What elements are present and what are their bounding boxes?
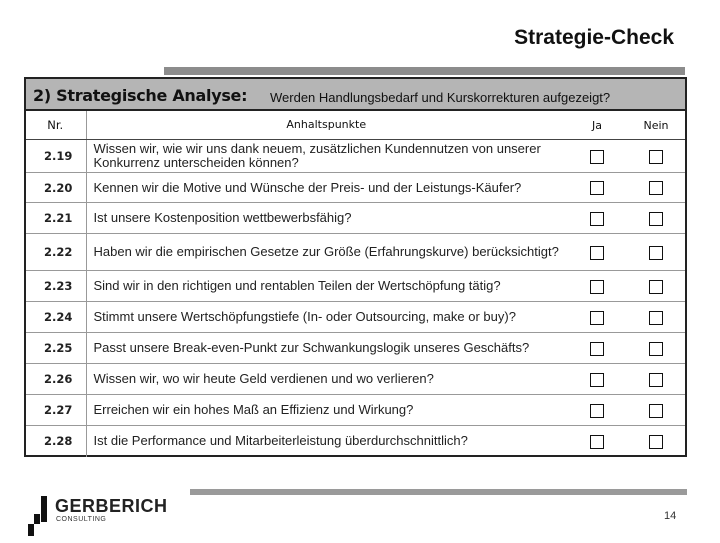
row-number: 2.27 — [26, 395, 86, 426]
table-row — [26, 395, 685, 426]
check-table-frame — [24, 77, 687, 457]
yes-checkbox[interactable] — [590, 373, 604, 387]
yes-checkbox[interactable] — [590, 435, 604, 449]
yes-cell — [567, 140, 627, 173]
no-cell — [627, 333, 685, 364]
page-title: Strategie-Check — [514, 26, 674, 49]
section-heading: 2) Strategische Analyse: — [33, 86, 248, 105]
page-number: 14 — [664, 510, 677, 522]
row-number: 2.20 — [26, 173, 86, 203]
yes-cell — [567, 234, 627, 271]
yes-checkbox[interactable] — [590, 311, 604, 325]
row-number: 2.25 — [26, 333, 86, 364]
row-text: Wissen wir, wie wir uns dank neuem, zusätzlichen Kundennutzen von unserer Konkurrenz unterscheiden können? — [93, 141, 541, 170]
yes-checkbox[interactable] — [590, 181, 604, 195]
row-number: 2.19 — [26, 140, 86, 173]
row-text: Sind wir in den richtigen und rentablen Teilen der Wertschöpfung tätig? — [86, 271, 567, 302]
no-cell — [627, 271, 685, 302]
no-checkbox[interactable] — [649, 435, 663, 449]
no-cell — [627, 426, 685, 457]
row-number: 2.28 — [26, 426, 86, 457]
row-number: 2.23 — [26, 271, 86, 302]
row-number: 2.26 — [26, 364, 86, 395]
row-text: Passt unsere Break-even-Punkt zur Schwankungslogik unseres Geschäfts? — [86, 333, 567, 364]
row-text: Stimmt unsere Wertschöpfungstiefe (In- oder Outsourcing, make or buy)? — [86, 302, 567, 333]
yes-checkbox[interactable] — [590, 212, 604, 226]
no-checkbox[interactable] — [649, 404, 663, 418]
no-checkbox[interactable] — [649, 280, 663, 294]
row-number: 2.24 — [26, 302, 86, 333]
table-row — [26, 271, 685, 302]
table-row — [26, 173, 685, 203]
row-text: Wissen wir, wo wir heute Geld verdienen und wo verlieren? — [86, 364, 567, 395]
no-cell — [627, 302, 685, 333]
row-number: 2.22 — [26, 234, 86, 271]
table-header-row — [26, 111, 685, 140]
col-header-no: Nein — [627, 111, 685, 140]
no-checkbox[interactable] — [649, 246, 663, 260]
no-cell — [627, 364, 685, 395]
yes-cell — [567, 364, 627, 395]
yes-checkbox[interactable] — [590, 342, 604, 356]
logo-tagline: CONSULTING — [56, 516, 107, 523]
yes-checkbox[interactable] — [590, 150, 604, 164]
yes-checkbox[interactable] — [590, 404, 604, 418]
yes-cell — [567, 395, 627, 426]
company-logo — [25, 494, 168, 538]
no-checkbox[interactable] — [649, 181, 663, 195]
logo-mark-icon — [25, 494, 55, 538]
yes-cell — [567, 173, 627, 203]
yes-checkbox[interactable] — [590, 246, 604, 260]
table-row — [26, 333, 685, 364]
no-cell — [627, 395, 685, 426]
no-cell — [627, 234, 685, 271]
yes-cell — [567, 426, 627, 457]
row-text: Ist die Performance und Mitarbeiterleistung überdurchschnittlich? — [86, 426, 567, 457]
row-text: Erreichen wir ein hohes Maß an Effizienz und Wirkung? — [86, 395, 567, 426]
row-text: Haben wir die empirischen Gesetze zur Größe (Erfahrungskurve) berücksichtigt? — [86, 234, 567, 271]
no-cell — [627, 203, 685, 234]
footer-accent-bar — [190, 489, 687, 495]
col-header-yes: Ja — [567, 111, 627, 140]
table-row — [26, 302, 685, 333]
no-cell — [627, 173, 685, 203]
col-header-nr: Nr. — [26, 111, 86, 140]
yes-checkbox[interactable] — [590, 280, 604, 294]
yes-cell — [567, 271, 627, 302]
no-checkbox[interactable] — [649, 212, 663, 226]
yes-cell — [567, 302, 627, 333]
table-row — [26, 426, 685, 457]
checklist-table — [26, 111, 685, 457]
section-header — [26, 79, 685, 111]
no-checkbox[interactable] — [649, 342, 663, 356]
row-number: 2.21 — [26, 203, 86, 234]
table-row — [26, 203, 685, 234]
row-text: Kennen wir die Motive und Wünsche der Preis- und der Leistungs-Käufer? — [86, 173, 567, 203]
yes-cell — [567, 333, 627, 364]
no-checkbox[interactable] — [649, 373, 663, 387]
table-row — [26, 364, 685, 395]
col-header-points: Anhaltspunkte — [86, 111, 567, 140]
table-row — [26, 140, 685, 173]
table-row — [26, 234, 685, 271]
logo-name: GERBERICH — [55, 496, 168, 516]
section-question: Werden Handlungsbedarf und Kurskorrekturen aufgezeigt? — [270, 90, 611, 105]
top-accent-bar — [164, 67, 685, 75]
row-text: Ist unsere Kostenposition wettbewerbsfähig? — [86, 203, 567, 234]
no-cell — [627, 140, 685, 173]
yes-cell — [567, 203, 627, 234]
no-checkbox[interactable] — [649, 150, 663, 164]
no-checkbox[interactable] — [649, 311, 663, 325]
